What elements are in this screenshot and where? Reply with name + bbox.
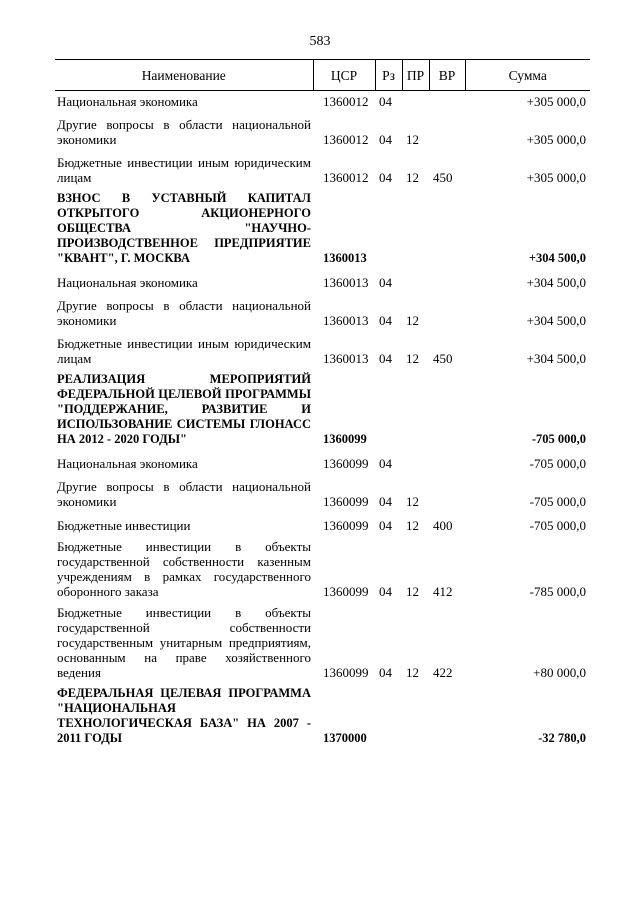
row-name: ВЗНОС В УСТАВНЫЙ КАПИТАЛ ОТКРЫТОГО АКЦИОНЕРНОГО ОБЩЕСТВА "НАУЧНО-ПРОИЗВОДСТВЕННОЕ ПРЕДПРИЯТИЕ "КВАНТ", Г. МОСКВА bbox=[57, 191, 311, 265]
row-pr bbox=[402, 372, 429, 447]
row-rz: 04 bbox=[379, 313, 392, 328]
row-csr: 1360013 bbox=[323, 275, 369, 290]
row-sum: -785 000,0 bbox=[529, 584, 586, 599]
row-vr: 450 bbox=[433, 351, 453, 366]
header-name: Наименование bbox=[55, 60, 313, 91]
row-sum: -705 000,0 bbox=[529, 494, 586, 509]
table-row bbox=[55, 477, 590, 509]
table-row bbox=[55, 372, 590, 447]
row-vr bbox=[429, 477, 465, 509]
row-name: Другие вопросы в области национальной экономики bbox=[57, 479, 311, 509]
page-number: 583 bbox=[309, 34, 331, 49]
row-pr: 12 bbox=[406, 518, 419, 533]
row-pr: 12 bbox=[406, 313, 419, 328]
table-row bbox=[55, 153, 590, 185]
table-row bbox=[55, 296, 590, 328]
row-csr: 1360012 bbox=[323, 132, 369, 147]
row-vr bbox=[429, 686, 465, 746]
row-rz: 04 bbox=[379, 94, 392, 109]
row-vr: 422 bbox=[433, 665, 453, 680]
row-vr bbox=[429, 296, 465, 328]
row-name: Бюджетные инвестиции bbox=[57, 518, 191, 533]
header-sum: Сумма bbox=[465, 60, 590, 91]
table-header bbox=[55, 60, 590, 91]
row-pr: 12 bbox=[406, 494, 419, 509]
header-rz: Рз bbox=[375, 60, 402, 91]
row-pr bbox=[402, 686, 429, 746]
row-csr: 1360099 bbox=[323, 518, 369, 533]
row-pr: 12 bbox=[406, 170, 419, 185]
header-csr: ЦСР bbox=[313, 60, 375, 91]
row-sum: -32 780,0 bbox=[538, 731, 586, 745]
row-rz: 04 bbox=[379, 275, 392, 290]
row-vr bbox=[429, 91, 465, 110]
table-row bbox=[55, 686, 590, 746]
row-rz: 04 bbox=[379, 351, 392, 366]
row-csr: 1360099 bbox=[323, 494, 369, 509]
row-csr: 1360099 bbox=[323, 584, 369, 599]
row-sum: +304 500,0 bbox=[526, 275, 586, 290]
row-name: Бюджетные инвестиции иным юридическим лицам bbox=[57, 155, 311, 185]
row-sum: -705 000,0 bbox=[531, 432, 586, 446]
row-rz: 04 bbox=[379, 170, 392, 185]
row-pr bbox=[402, 272, 429, 290]
row-vr: 450 bbox=[433, 170, 453, 185]
row-sum: -705 000,0 bbox=[529, 518, 586, 533]
row-vr: 412 bbox=[433, 584, 453, 599]
table-row bbox=[55, 539, 590, 599]
row-sum: +80 000,0 bbox=[533, 665, 586, 680]
row-rz bbox=[375, 686, 402, 746]
row-pr: 12 bbox=[406, 132, 419, 147]
row-pr: 12 bbox=[406, 351, 419, 366]
row-name: Бюджетные инвестиции иным юридическим лицам bbox=[57, 336, 311, 366]
table-row bbox=[55, 191, 590, 266]
row-rz bbox=[375, 191, 402, 266]
row-rz: 04 bbox=[379, 494, 392, 509]
row-csr: 1360099 bbox=[323, 432, 367, 446]
header-vr: ВР bbox=[429, 60, 465, 91]
table-row bbox=[55, 515, 590, 533]
row-name: РЕАЛИЗАЦИЯ МЕРОПРИЯТИЙ ФЕДЕРАЛЬНОЙ ЦЕЛЕВОЙ ПРОГРАММЫ "ПОДДЕРЖАНИЕ, РАЗВИТИЕ И ИСПОЛЬЗОВАНИЕ СИСТЕМЫ ГЛОНАСС НА 2012 - 2020 ГОДЫ" bbox=[57, 372, 311, 446]
row-sum: +305 000,0 bbox=[526, 170, 586, 185]
row-csr: 1360012 bbox=[323, 170, 369, 185]
row-sum: +305 000,0 bbox=[526, 94, 586, 109]
row-vr bbox=[429, 453, 465, 471]
table-row bbox=[55, 115, 590, 147]
row-csr: 1370000 bbox=[323, 731, 367, 745]
row-rz bbox=[375, 372, 402, 447]
table-row bbox=[55, 272, 590, 290]
row-csr: 1360013 bbox=[323, 351, 369, 366]
row-pr bbox=[402, 453, 429, 471]
row-vr bbox=[429, 191, 465, 266]
table-row bbox=[55, 453, 590, 471]
table-row bbox=[55, 334, 590, 366]
row-name: Национальная экономика bbox=[57, 456, 198, 471]
row-name: Национальная экономика bbox=[57, 275, 198, 290]
row-csr: 1360099 bbox=[323, 665, 369, 680]
row-rz: 04 bbox=[379, 456, 392, 471]
row-csr: 1360013 bbox=[323, 313, 369, 328]
row-vr bbox=[429, 372, 465, 447]
row-sum: -705 000,0 bbox=[529, 456, 586, 471]
row-name: Другие вопросы в области национальной экономики bbox=[57, 298, 311, 328]
row-rz: 04 bbox=[379, 132, 392, 147]
row-name: Национальная экономика bbox=[57, 94, 198, 109]
budget-table bbox=[55, 59, 590, 746]
row-sum: +304 500,0 bbox=[526, 313, 586, 328]
row-csr: 1360099 bbox=[323, 456, 369, 471]
row-pr: 12 bbox=[406, 584, 419, 599]
row-sum: +304 500,0 bbox=[526, 351, 586, 366]
row-rz: 04 bbox=[379, 518, 392, 533]
table-row bbox=[55, 605, 590, 680]
row-sum: +305 000,0 bbox=[526, 132, 586, 147]
row-vr bbox=[429, 272, 465, 290]
row-name: ФЕДЕРАЛЬНАЯ ЦЕЛЕВАЯ ПРОГРАММА "НАЦИОНАЛЬНАЯ ТЕХНОЛОГИЧЕСКАЯ БАЗА" НА 2007 - 2011 ГОДЫ bbox=[57, 686, 311, 745]
table-row bbox=[55, 91, 590, 110]
header-pr: ПР bbox=[402, 60, 429, 91]
row-pr bbox=[402, 191, 429, 266]
row-csr: 1360012 bbox=[323, 94, 369, 109]
row-name: Бюджетные инвестиции в объекты государственной собственности государственным унитарным предприятиям, основанным на праве хозяйственного ведения bbox=[57, 605, 311, 680]
row-vr bbox=[429, 115, 465, 147]
row-name: Бюджетные инвестиции в объекты государственной собственности казенным учреждениям в рамках государственного оборонного заказа bbox=[57, 539, 311, 599]
row-sum: +304 500,0 bbox=[528, 251, 586, 265]
row-csr: 1360013 bbox=[323, 251, 367, 265]
row-pr bbox=[402, 91, 429, 110]
row-rz: 04 bbox=[379, 584, 392, 599]
row-name: Другие вопросы в области национальной экономики bbox=[57, 117, 311, 147]
row-pr: 12 bbox=[406, 665, 419, 680]
row-vr: 400 bbox=[433, 518, 453, 533]
row-rz: 04 bbox=[379, 665, 392, 680]
